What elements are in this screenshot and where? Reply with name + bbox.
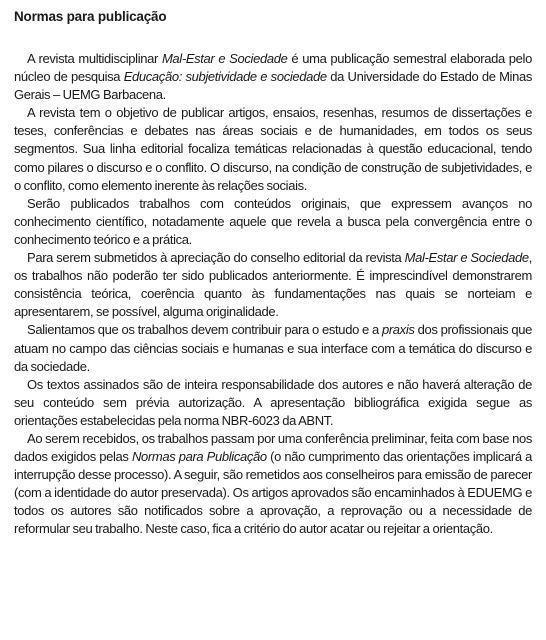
text-segment: Serão publicados trabalhos com conteúdos originais, que expressem avanços no conhecimento científico, notadamente aquele que revela a busca pela convergência entre o conhecimento teórico e a prática. (14, 195, 532, 247)
paragraph (14, 104, 532, 194)
document-body (14, 50, 532, 539)
paragraph (14, 321, 532, 375)
paragraph (14, 376, 532, 430)
text-segment: A revista multidisciplinar (27, 51, 162, 66)
paragraph (14, 249, 532, 321)
text-segment: Ao serem recebidos, os trabalhos passam por uma conferência preliminar, feita com base nos dados exigidos pelas (14, 430, 532, 465)
text-segment: Os textos assinados são de inteira responsabilidade dos autores e não haverá alteração de seu conteúdo sem prévia autorização. A apresentação bibliográfica exigida segue as orientações estabelecidas pela norma NBR-6023 da ABNT. (14, 376, 532, 428)
text-segment: é uma publicação semestral elaborada pelo núcleo de pesquisa (14, 51, 532, 85)
italic-text: Mal-Estar e Sociedade (404, 250, 529, 266)
italic-text: praxis (381, 322, 415, 338)
page-title: Normas para publicação (14, 9, 167, 24)
text-segment: da Universidade do Estado de Minas Gerais – UEMG Barbacena. (14, 69, 533, 103)
italic-text: Normas para Publicação (131, 449, 267, 465)
paragraph (14, 430, 532, 539)
text-segment: , os trabalhos não poderão ter sido publicados anteriormente. É imprescindível demonstrarem consistência teórica, coerência quanto às fundamentações nas quais se norteiam e apresentarem, se possível, alguma originalidade. (14, 250, 532, 320)
text-segment: dos profissionais que atuam no campo das ciências sociais e humanas e sua interface com a temática do discurso e da sociedade. (14, 322, 532, 374)
text-segment: A revista tem o objetivo de publicar artigos, ensaios, resenhas, resumos de dissertações e teses, conferências e debates nas áreas sociais e de humanidades, em todos os seus segmentos. Sua linha editorial focaliza temáticas relacionadas à questão educacional, tendo como pilares o discurso e o conflito. O discurso, na condição de construção de subjetividades, e o conflito, como elemento inerente às relações sociais. (14, 105, 532, 193)
text-segment: Para serem submetidos à apreciação do conselho editorial da revista (27, 250, 405, 266)
italic-text: Educação: subjetividade e sociedade (123, 69, 327, 85)
paragraph (14, 50, 532, 104)
text-segment: (o não cumprimento das orientações implicará a interrupção desse processo). A seguir, são remetidos aos conselheiros para emissão de parecer (com a identidade do autor preservada). Os artigos aprovados são encaminhados à EDUEMG e todos os autores são notificados sobre a aprovação, a reprovação ou a necessidade de reformular seu trabalho. Neste caso, fica a critério do autor acatar ou rejeitar a orientação. (14, 449, 532, 537)
paragraph (14, 195, 532, 249)
text-segment: Salientamos que os trabalhos devem contribuir para o estudo e a (27, 322, 382, 338)
italic-text: Mal-Estar e Sociedade (161, 51, 288, 66)
